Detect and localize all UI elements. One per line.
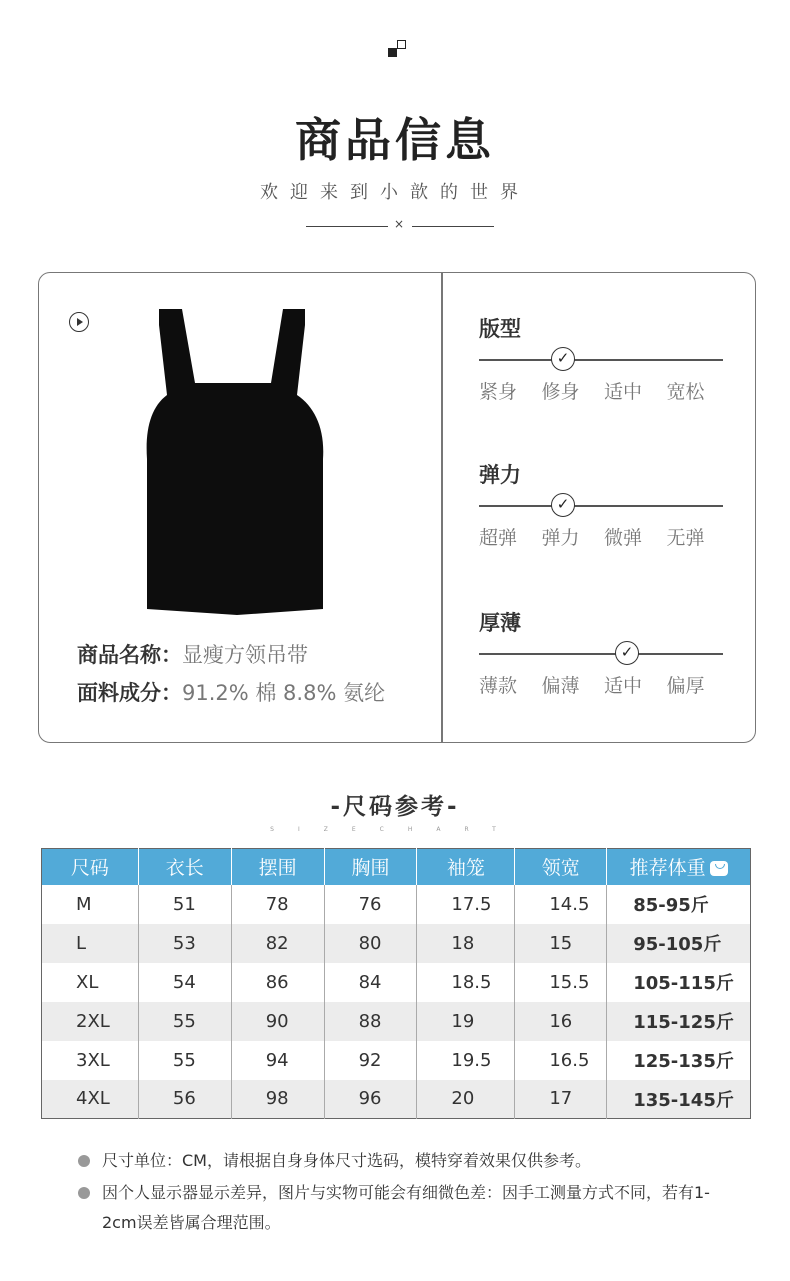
table-cell: 56 <box>138 1080 231 1119</box>
attribute-option: 微弹 <box>604 527 643 549</box>
attribute-option: 薄款 <box>479 675 518 697</box>
attribute-scale-line <box>479 653 723 655</box>
attribute-title: 弹力 <box>479 463 521 487</box>
table-cell: 3XL <box>42 1041 139 1080</box>
note-item <box>78 1146 742 1176</box>
table-cell: 17.5 <box>417 885 515 924</box>
attribute-option: 偏薄 <box>541 675 580 697</box>
attribute-1 <box>479 459 729 549</box>
attribute-scale-line <box>479 359 723 361</box>
table-row <box>42 1041 751 1080</box>
size-table <box>41 848 751 1119</box>
attribute-0 <box>479 313 729 403</box>
table-cell: 4XL <box>42 1080 139 1119</box>
table-cell: 86 <box>231 963 324 1002</box>
table-row <box>42 963 751 1002</box>
table-cell: 125-135斤 <box>633 1051 734 1072</box>
table-cell: 84 <box>324 963 417 1002</box>
check-icon: ✓ <box>551 347 575 371</box>
table-header-cell: 领宽 <box>515 849 607 885</box>
table-cell: 76 <box>324 885 417 924</box>
note-text: 因个人显示器显示差异，图片与实物可能会有细微色差：因手工测量方式不同，若有1-2cm误差皆属合理范围。 <box>102 1183 710 1232</box>
table-cell: 2XL <box>42 1002 139 1041</box>
table-cell: 18.5 <box>417 963 515 1002</box>
table-cell: 105-115斤 <box>633 973 734 994</box>
decorative-squares-icon <box>388 40 408 60</box>
table-cell: 135-145斤 <box>607 1080 751 1119</box>
table-cell: 55 <box>138 1041 231 1080</box>
check-icon: ✓ <box>551 493 575 517</box>
table-cell: 78 <box>231 885 324 924</box>
bullet-dot-icon <box>78 1155 90 1167</box>
table-header-cell: 衣长 <box>138 849 231 885</box>
scale-icon <box>710 861 728 876</box>
table-header-cell: 袖笼 <box>417 849 515 885</box>
table-cell: 15.5 <box>515 963 607 1002</box>
page-title: 商品信息 <box>295 113 495 167</box>
table-row <box>42 924 751 963</box>
table-cell: 98 <box>231 1080 324 1119</box>
product-info-card <box>38 272 756 743</box>
table-cell: 18 <box>417 924 515 963</box>
table-cell: 82 <box>231 924 324 963</box>
tank-top-silhouette <box>147 309 324 615</box>
table-cell: 115-125斤 <box>607 1002 751 1041</box>
attribute-scale-line <box>479 505 723 507</box>
card-divider <box>441 273 443 742</box>
size-chart-subtitle: SIZECHART <box>270 826 520 833</box>
check-icon: ✓ <box>615 641 639 665</box>
attribute-option: 超弹 <box>479 527 518 549</box>
table-cell: 80 <box>324 924 417 963</box>
table-cell: 51 <box>138 885 231 924</box>
table-cell: M <box>42 885 139 924</box>
table-cell: 96 <box>324 1080 417 1119</box>
table-cell: 14.5 <box>515 885 607 924</box>
attribute-2 <box>479 607 729 697</box>
table-cell: 54 <box>138 963 231 1002</box>
table-row <box>42 885 751 924</box>
attribute-option: 偏厚 <box>666 675 705 697</box>
table-cell: 85-95斤 <box>633 895 709 916</box>
attribute-option: 修身 <box>541 381 580 403</box>
table-cell: 15 <box>515 924 607 963</box>
note-text: 尺寸单位：CM，请根据自身身体尺寸选码，模特穿着效果仅供参考。 <box>102 1151 591 1170</box>
product-image <box>137 309 337 615</box>
table-row <box>42 1080 751 1119</box>
table-cell: 19.5 <box>417 1041 515 1080</box>
bullet-dot-icon <box>78 1187 90 1199</box>
attribute-option: 适中 <box>604 675 643 697</box>
table-header-cell: 胸围 <box>324 849 417 885</box>
product-name-row: 商品名称：显瘦方领吊带 <box>77 643 308 667</box>
table-cell: XL <box>42 963 139 1002</box>
table-cell: 55 <box>138 1002 231 1041</box>
note-item <box>78 1178 742 1238</box>
table-cell: 92 <box>324 1041 417 1080</box>
play-video-icon[interactable] <box>69 312 89 332</box>
table-cell: 95-105斤 <box>607 924 751 963</box>
title-separator: × <box>306 218 494 234</box>
attribute-option: 无弹 <box>666 527 705 549</box>
table-cell: 19 <box>417 1002 515 1041</box>
attribute-title: 厚薄 <box>479 611 521 635</box>
table-cell: 17 <box>515 1080 607 1119</box>
attribute-option: 宽松 <box>666 381 705 403</box>
size-chart-title: -尺码参考- <box>330 794 460 820</box>
table-header-cell: 摆围 <box>231 849 324 885</box>
table-header-cell: 推荐体重 <box>607 849 751 885</box>
table-cell: L <box>42 924 139 963</box>
table-cell: 94 <box>231 1041 324 1080</box>
table-cell: 16 <box>515 1002 607 1041</box>
attribute-option: 适中 <box>604 381 643 403</box>
table-header-cell: 尺码 <box>42 849 139 885</box>
product-fabric-row: 面料成分：91.2% 棉 8.8% 氨纶 <box>77 681 386 705</box>
table-cell: 16.5 <box>515 1041 607 1080</box>
attribute-title: 版型 <box>479 317 521 341</box>
attribute-option: 弹力 <box>541 527 580 549</box>
page-subtitle: 欢迎来到小歆的世界 <box>260 182 530 203</box>
table-cell: 53 <box>138 924 231 963</box>
table-cell: 20 <box>417 1080 515 1119</box>
table-cell: 90 <box>231 1002 324 1041</box>
table-cell: 88 <box>324 1002 417 1041</box>
attribute-option: 紧身 <box>479 381 518 403</box>
table-row <box>42 1002 751 1041</box>
